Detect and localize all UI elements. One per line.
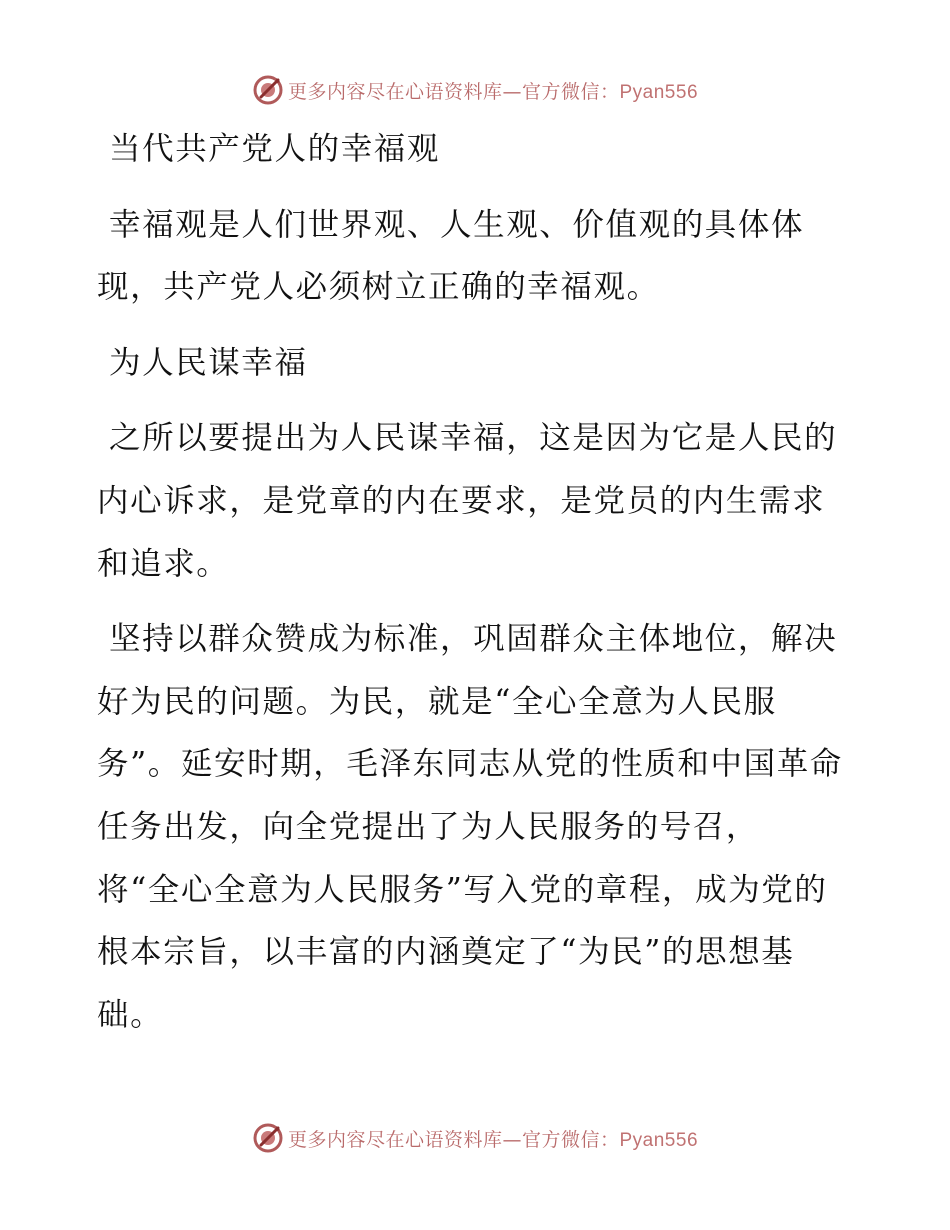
watermark-text: 更多内容尽在心语资料库—官方微信：Pyan556 (287, 80, 699, 103)
wechat-id: Pyan556 (619, 81, 699, 103)
document-body (97, 118, 857, 1059)
section-heading: 为人民谋幸福 (109, 344, 308, 381)
logo-icon (252, 74, 284, 106)
document-title: 当代共产党人的幸福观 (109, 131, 441, 167)
paragraph-4: 将“全心全意为人民服务”写入党的章程，成为党的根本宗旨，以丰富的内涵奠定了“为民”的思想基础。 (97, 871, 828, 1033)
header-watermark (0, 70, 950, 110)
watermark-text: 更多内容尽在心语资料库—官方微信：Pyan556 (287, 1128, 699, 1151)
paragraph-1: 幸福观是人们世界观、人生观、价值观的具体体现，共产党人必须树立正确的幸福观。 (97, 206, 805, 306)
paragraph-2: 之所以要提出为人民谋幸福，这是因为它是人民的内心诉求，是党章的内在要求，是党员的内生需求和追求。 (97, 420, 838, 582)
paragraph-3: 坚持以群众赞成为标准，巩固群众主体地位，解决好为民的问题。为民，就是“全心全意为人民服务”。延安时期，毛泽东同志从党的性质和中国革命任务出发，向全党提出了为人民服务的号召， (97, 621, 843, 845)
footer-watermark (0, 1118, 950, 1158)
logo-icon (252, 1122, 284, 1154)
wechat-id: Pyan556 (619, 1129, 699, 1151)
